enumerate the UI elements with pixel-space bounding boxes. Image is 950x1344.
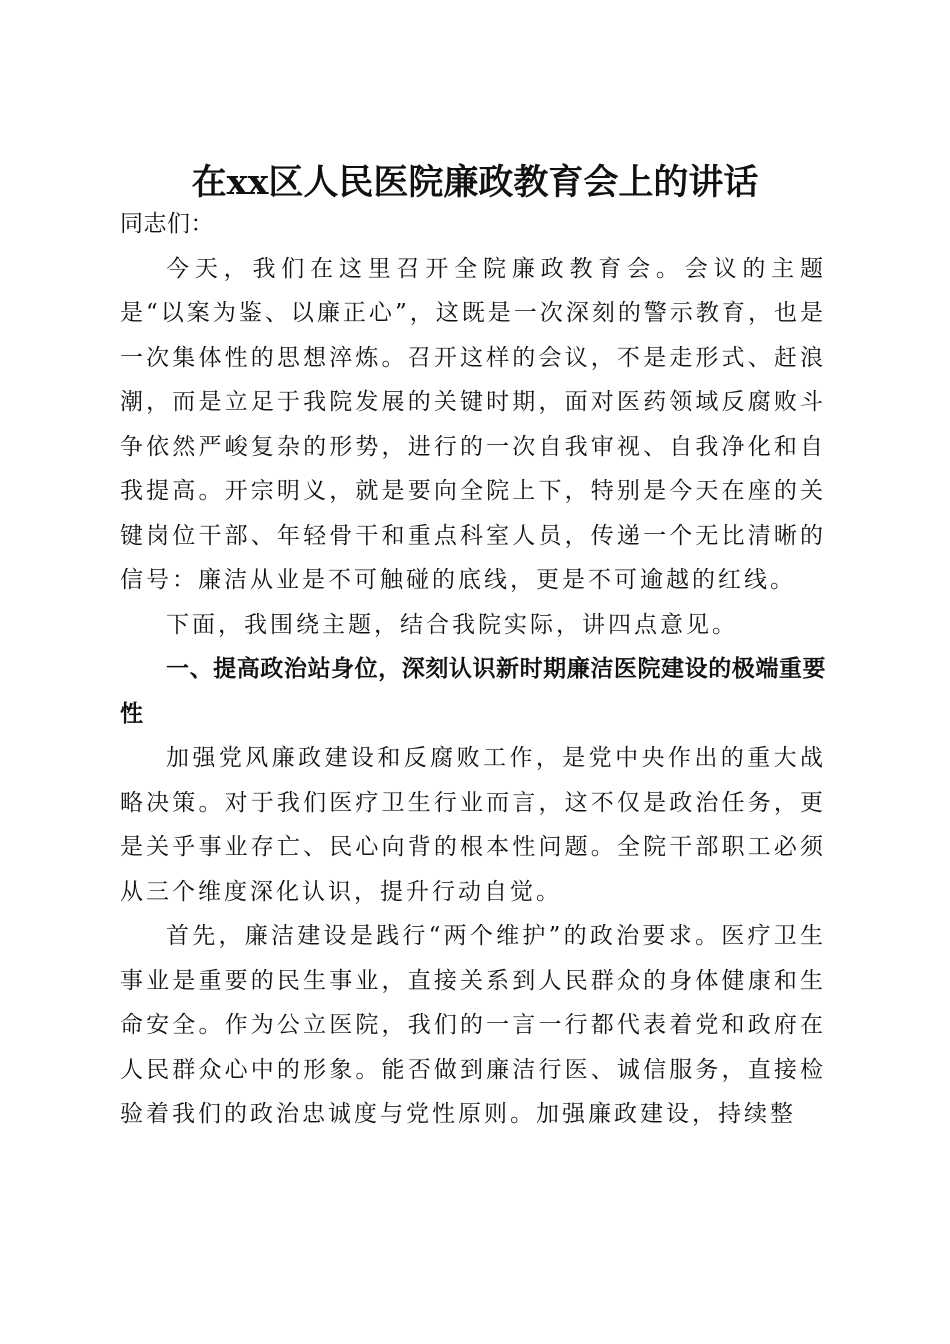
salutation: 同志们： [120,211,214,237]
outline-paragraph: 下面，我围绕主题，结合我院实际，讲四点意见。 [166,611,738,638]
section-1-heading: 一、提高政治站身位，深刻认识新时期廉洁医院建设的极端重要性 [120,656,826,727]
document-title: 在xx区人民医院廉政教育会上的讲话 [191,162,759,204]
section-1-paragraph: 首先，廉洁建设是践行“两个维护”的政治要求。医疗卫生事业是重要的民生事业，直接关系到人民群众的身体健康和生命安全。作为公立医院，我们的一言一行都代表着党和政府在人民群众心中的形象。能否做到廉洁行医、诚信服务，直接检验着我们的政治忠诚度与党性原则。加强廉政建设，持续整 [120,923,826,1127]
intro-paragraph: 今天，我们在这里召开全院廉政教育会。会议的主题是“以案为鉴、以廉正心”，这既是一次深刻的警示教育，也是一次集体性的思想淬炼。召开这样的会议，不是走形式、赶浪潮，而是立足于我院发展的关键时期，面对医药领域反腐败斗争依然严峻复杂的形势，进行的一次自我审视、自我净化和自我提高。开宗明义，就是要向全院上下，特别是今天在座的关键岗位干部、年轻骨干和重点科室人员，传递一个无比清晰的信号：廉洁从业是不可触碰的底线，更是不可逾越的红线。 [120,255,826,593]
document-body [120,202,826,1137]
section-1-paragraph: 加强党风廉政建设和反腐败工作，是党中央作出的重大战略决策。对于我们医疗卫生行业而言，这不仅是政治任务，更是关乎事业存亡、民心向背的根本性问题。全院干部职工必须从三个维度深化认识，提升行动自觉。 [120,745,826,905]
